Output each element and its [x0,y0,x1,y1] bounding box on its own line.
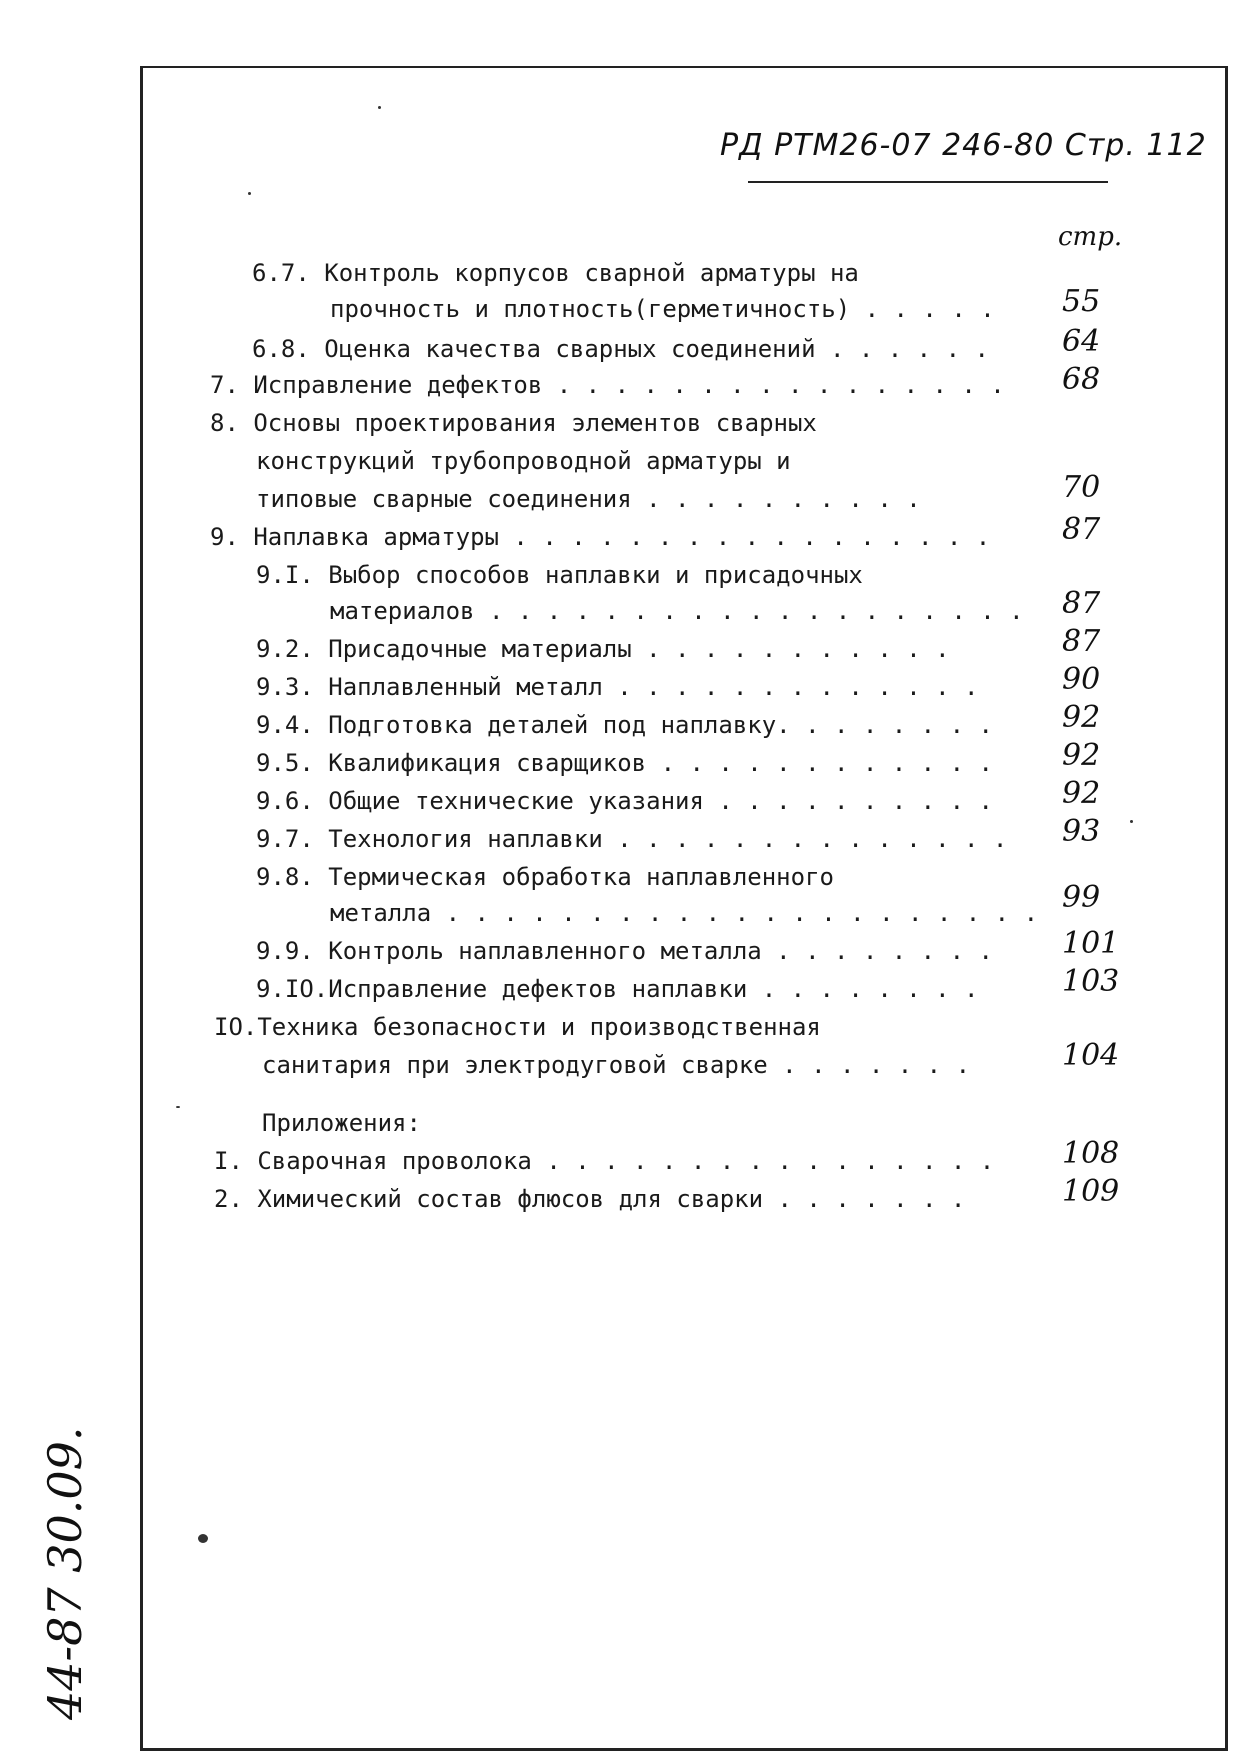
toc-page-number: 87 [1062,586,1101,621]
toc-page-number: 90 [1062,662,1101,697]
appendix-heading: Приложения: [262,1109,421,1137]
ink-speck [1130,820,1133,823]
toc-page-number: 109 [1062,1174,1120,1209]
toc-page-number: 99 [1062,880,1101,915]
toc-line: санитария при электродуговой сварке . . . . . . . [262,1051,971,1079]
toc-page-number: 104 [1062,1038,1120,1073]
toc-line: 6.7. Контроль корпусов сварной арматуры на [252,259,859,287]
toc-page-number: 108 [1062,1136,1120,1171]
toc-page-number: 103 [1062,964,1120,999]
toc-line: прочность и плотность(герметичность) . . . . . [330,295,995,323]
toc-line: 9.IO.Исправление дефектов наплавки . . . . . . . . [256,975,979,1003]
toc-line: 2. Химический состав флюсов для сварки . . . . . . . [214,1185,966,1213]
toc-page-number: 92 [1062,700,1101,735]
toc-line: 9.I. Выбор способов наплавки и присадочных [256,561,863,589]
toc-line: 9.9. Контроль наплавленного металла . . . . . . . . [256,937,993,965]
toc-page-number: 64 [1062,324,1101,359]
toc-page-number: 70 [1062,470,1101,505]
toc-page-number: 87 [1062,512,1101,547]
toc-page-number: 87 [1062,624,1101,659]
document-code: РД РТМ26-07 246-80 Стр. 112 [720,128,1207,163]
toc-page-number: 92 [1062,776,1101,811]
toc-line: конструкций трубопроводной арматуры и [256,447,791,475]
toc-line: 7. Исправление дефектов . . . . . . . . . . . . . . . . [210,371,1005,399]
toc-line: 8. Основы проектирования элементов сварных [210,409,817,437]
toc-page-number: 55 [1062,284,1101,319]
toc-page-number: 93 [1062,814,1101,849]
toc-line: 9.4. Подготовка деталей под наплавку. . . . . . . . [256,711,993,739]
toc-line: IO.Техника безопасности и производственная [214,1013,821,1041]
toc-line: 9. Наплавка арматуры . . . . . . . . . . . . . . . . . [210,523,991,551]
toc-line: 9.3. Наплавленный металл . . . . . . . . . . . . . [256,673,979,701]
toc-line: типовые сварные соединения . . . . . . . . . . [256,485,921,513]
ink-speck [378,106,381,109]
toc-line: I. Сварочная проволока . . . . . . . . . . . . . . . . [214,1147,995,1175]
toc-page-number: 68 [1062,362,1101,397]
toc-line: металла . . . . . . . . . . . . . . . . . . . . . [330,899,1039,927]
ink-speck [176,1106,180,1108]
toc-line: 9.8. Термическая обработка наплавленного [256,863,834,891]
toc-line: 9.6. Общие технические указания . . . . . . . . . . [256,787,993,815]
toc-page-number: 92 [1062,738,1101,773]
toc-line: материалов . . . . . . . . . . . . . . . . . . . [330,597,1024,625]
toc-line: 9.2. Присадочные материалы . . . . . . . . . . . [256,635,950,663]
ink-speck [248,192,251,195]
handwritten-margin-note: 44-87 30.09. [38,1426,92,1720]
toc-line: 6.8. Оценка качества сварных соединений . . . . . . [252,335,989,363]
toc-line: 9.7. Технология наплавки . . . . . . . . . . . . . . [256,825,1008,853]
toc-page-number: 101 [1062,926,1120,961]
ink-speck [198,1534,208,1543]
toc-line: 9.5. Квалификация сварщиков . . . . . . . . . . . . [256,749,993,777]
page-column-label: стр. [1058,222,1123,252]
